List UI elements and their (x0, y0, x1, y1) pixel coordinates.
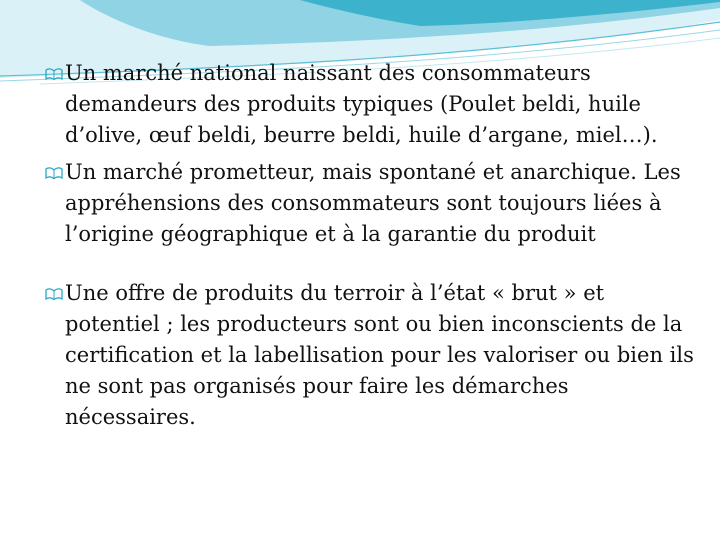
slide-content (45, 58, 705, 439)
bullet-text-3: Une offre de produits du terroir à l’état « brut » et potentiel ; les producteurs sont ou bien inconscients de la certification et la labellisation pour les valoriser ou bien ils ne sont pas organisés pour faire les démarches nécessaires. (65, 281, 694, 429)
bullet-item-2 (45, 157, 705, 250)
bullet-item-3 (45, 278, 705, 433)
book-bullet-icon (45, 288, 63, 300)
book-bullet-icon (45, 167, 63, 179)
bullet-text-1: Un marché national naissant des consommateurs demandeurs des produits typiques (Poulet beldi, huile d’olive, œuf beldi, beurre beldi, huile d’argane, miel…). (65, 61, 658, 147)
book-bullet-icon (45, 68, 63, 80)
bullet-item-1 (45, 58, 705, 151)
bullet-text-2: Un marché prometteur, mais spontané et anarchique. Les appréhensions des consommateurs sont toujours liées à l’origine géographique et à la garantie du produit (65, 160, 681, 246)
